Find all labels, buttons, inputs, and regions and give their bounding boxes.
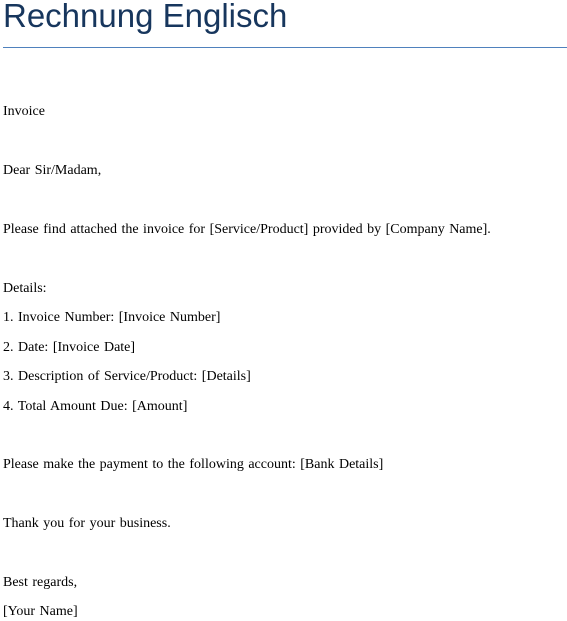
signature-line: [Your Name] xyxy=(3,604,78,619)
closing-line: Best regards, xyxy=(3,575,78,590)
detail-item-total-amount: 4. Total Amount Due: [Amount] xyxy=(3,399,188,414)
details-label: Details: xyxy=(3,281,47,296)
detail-item-invoice-number: 1. Invoice Number: [Invoice Number] xyxy=(3,310,221,325)
payment-paragraph: Please make the payment to the following account: [Bank Details] xyxy=(3,457,384,472)
invoice-heading: Invoice xyxy=(3,104,45,119)
detail-item-description: 3. Description of Service/Product: [Details] xyxy=(3,369,251,384)
title-divider xyxy=(3,47,567,48)
detail-item-date: 2. Date: [Invoice Date] xyxy=(3,340,136,355)
salutation-line: Dear Sir/Madam, xyxy=(3,163,102,178)
document-title: Rechnung Englisch xyxy=(3,0,288,34)
intro-paragraph: Please find attached the invoice for [Service/Product] provided by [Company Name]. xyxy=(3,222,491,237)
thanks-line: Thank you for your business. xyxy=(3,516,171,531)
